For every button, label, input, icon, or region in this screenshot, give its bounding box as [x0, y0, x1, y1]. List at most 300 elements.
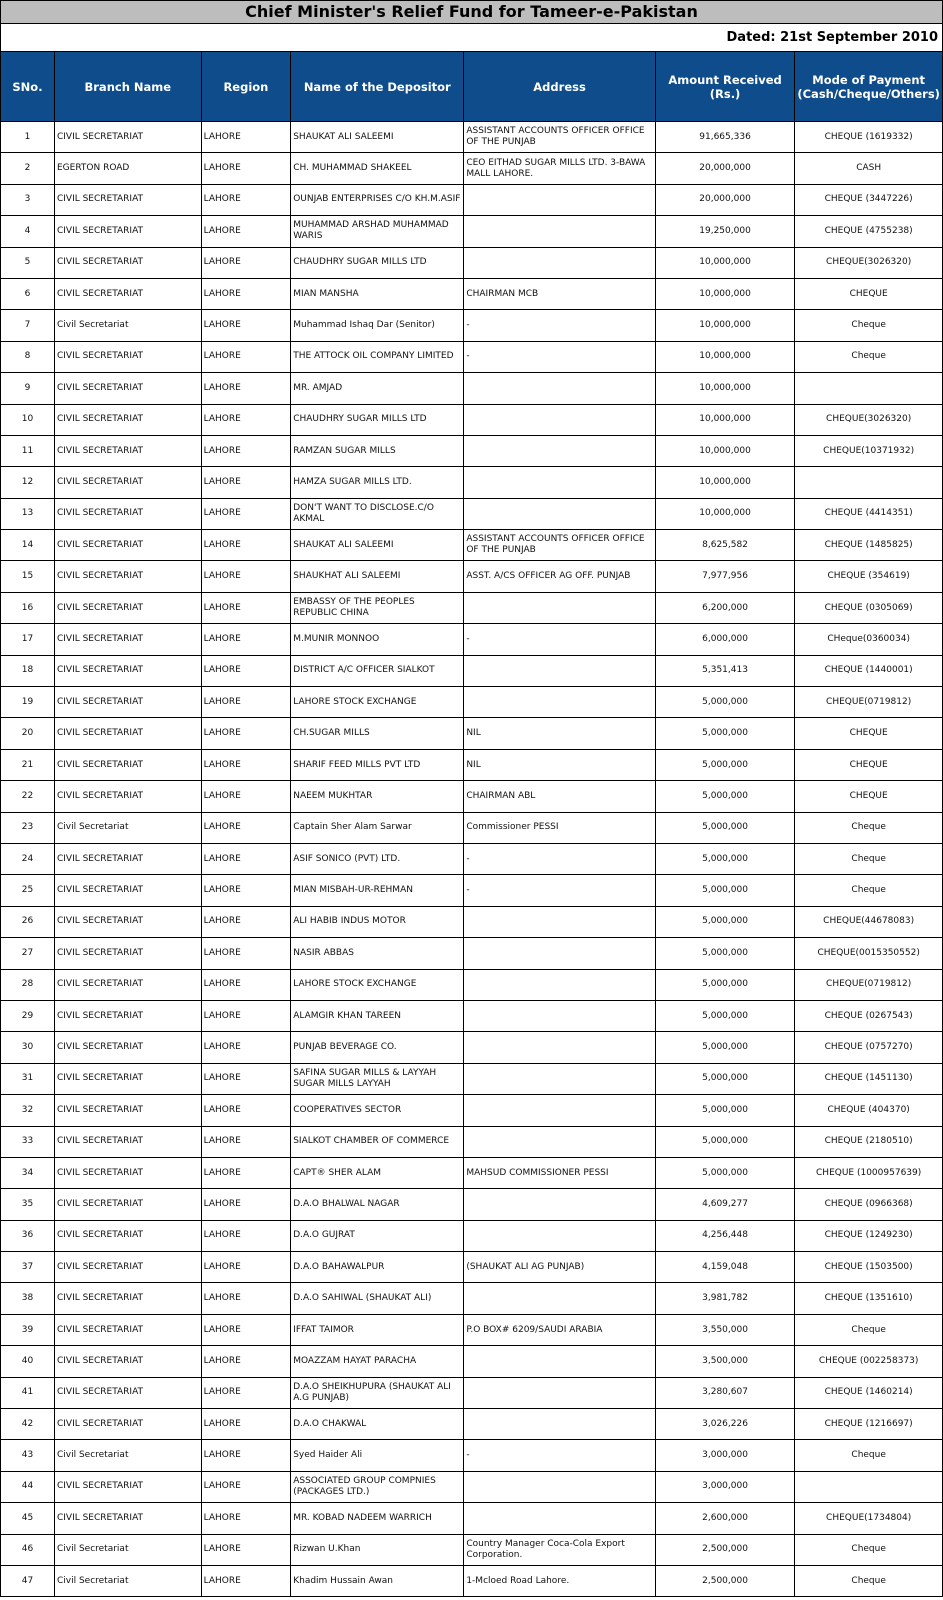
cell-amount-received: 10,000,000	[655, 341, 795, 372]
cell-depositor-name: MIAN MANSHA	[291, 278, 464, 309]
cell-mode-of-payment: CHEQUE (002258373)	[795, 1346, 943, 1377]
cell-amount-received: 10,000,000	[655, 404, 795, 435]
cell-branch-name: CIVIL SECRETARIAT	[54, 498, 201, 529]
table-row	[1, 1440, 943, 1471]
cell-region: LAHORE	[201, 435, 291, 466]
cell-region: LAHORE	[201, 467, 291, 498]
cell-address	[464, 373, 655, 404]
cell-sno: 5	[1, 247, 55, 278]
cell-amount-received: 3,981,782	[655, 1283, 795, 1314]
cell-mode-of-payment: CHEQUE	[795, 781, 943, 812]
cell-sno: 2	[1, 153, 55, 184]
table-row	[1, 247, 943, 278]
table-row	[1, 624, 943, 655]
cell-address	[464, 1377, 655, 1408]
cell-region: LAHORE	[201, 1503, 291, 1534]
cell-sno: 23	[1, 812, 55, 843]
cell-amount-received: 5,000,000	[655, 749, 795, 780]
cell-region: LAHORE	[201, 687, 291, 718]
cell-depositor-name: COOPERATIVES SECTOR	[291, 1095, 464, 1126]
cell-amount-received: 5,000,000	[655, 718, 795, 749]
cell-depositor-name: LAHORE STOCK EXCHANGE	[291, 969, 464, 1000]
cell-amount-received: 3,280,607	[655, 1377, 795, 1408]
cell-branch-name: CIVIL SECRETARIAT	[54, 561, 201, 592]
cell-mode-of-payment: Cheque	[795, 341, 943, 372]
cell-address	[464, 906, 655, 937]
cell-region: LAHORE	[201, 1409, 291, 1440]
cell-address: ASST. A/CS OFFICER AG OFF. PUNJAB	[464, 561, 655, 592]
cell-depositor-name: Captain Sher Alam Sarwar	[291, 812, 464, 843]
cell-sno: 11	[1, 435, 55, 466]
cell-mode-of-payment: CASH	[795, 153, 943, 184]
header-branch-name: Branch Name	[54, 52, 201, 122]
cell-depositor-name: CH.SUGAR MILLS	[291, 718, 464, 749]
cell-address	[464, 1283, 655, 1314]
cell-branch-name: CIVIL SECRETARIAT	[54, 404, 201, 435]
cell-amount-received: 5,000,000	[655, 1126, 795, 1157]
cell-address: -	[464, 624, 655, 655]
cell-address: -	[464, 1440, 655, 1471]
table-row	[1, 1471, 943, 1502]
cell-address	[464, 1409, 655, 1440]
cell-branch-name: CIVIL SECRETARIAT	[54, 435, 201, 466]
cell-mode-of-payment: CHEQUE	[795, 278, 943, 309]
cell-depositor-name: ASIF SONICO (PVT) LTD.	[291, 843, 464, 874]
cell-address	[464, 1189, 655, 1220]
cell-amount-received: 5,000,000	[655, 1000, 795, 1031]
cell-sno: 8	[1, 341, 55, 372]
cell-address	[464, 1503, 655, 1534]
cell-region: LAHORE	[201, 1534, 291, 1565]
cell-amount-received: 19,250,000	[655, 216, 795, 247]
cell-branch-name: CIVIL SECRETARIAT	[54, 1032, 201, 1063]
cell-mode-of-payment: Cheque	[795, 875, 943, 906]
cell-amount-received: 5,000,000	[655, 875, 795, 906]
cell-address: ASSISTANT ACCOUNTS OFFICER OFFICE OF THE PUNJAB	[464, 530, 655, 561]
cell-amount-received: 10,000,000	[655, 373, 795, 404]
cell-mode-of-payment	[795, 1471, 943, 1502]
cell-sno: 1	[1, 122, 55, 153]
cell-region: LAHORE	[201, 498, 291, 529]
cell-address: -	[464, 341, 655, 372]
cell-branch-name: CIVIL SECRETARIAT	[54, 1377, 201, 1408]
table-row	[1, 310, 943, 341]
cell-amount-received: 5,000,000	[655, 1095, 795, 1126]
cell-address	[464, 1126, 655, 1157]
cell-region: LAHORE	[201, 1000, 291, 1031]
cell-amount-received: 2,500,000	[655, 1534, 795, 1565]
cell-depositor-name: MOAZZAM HAYAT PARACHA	[291, 1346, 464, 1377]
cell-branch-name: CIVIL SECRETARIAT	[54, 122, 201, 153]
cell-address: NIL	[464, 749, 655, 780]
cell-depositor-name: MR. KOBAD NADEEM WARRICH	[291, 1503, 464, 1534]
cell-address	[464, 969, 655, 1000]
cell-depositor-name: RAMZAN SUGAR MILLS	[291, 435, 464, 466]
table-row	[1, 1189, 943, 1220]
cell-address: 1-Mcloed Road Lahore.	[464, 1565, 655, 1596]
cell-mode-of-payment: Cheque	[795, 1534, 943, 1565]
cell-amount-received: 10,000,000	[655, 310, 795, 341]
cell-branch-name: CIVIL SECRETARIAT	[54, 687, 201, 718]
cell-address	[464, 184, 655, 215]
cell-mode-of-payment: CHEQUE (2180510)	[795, 1126, 943, 1157]
table-header-row	[1, 52, 943, 122]
cell-sno: 36	[1, 1220, 55, 1251]
cell-depositor-name: CH. MUHAMMAD SHAKEEL	[291, 153, 464, 184]
table-row	[1, 498, 943, 529]
cell-mode-of-payment: CHEQUE (0757270)	[795, 1032, 943, 1063]
cell-depositor-name: NAEEM MUKHTAR	[291, 781, 464, 812]
cell-depositor-name: SIALKOT CHAMBER OF COMMERCE	[291, 1126, 464, 1157]
cell-sno: 32	[1, 1095, 55, 1126]
cell-branch-name: CIVIL SECRETARIAT	[54, 1346, 201, 1377]
cell-depositor-name: HAMZA SUGAR MILLS LTD.	[291, 467, 464, 498]
cell-depositor-name: Muhammad Ishaq Dar (Senitor)	[291, 310, 464, 341]
cell-address: Country Manager Coca-Cola Export Corporation.	[464, 1534, 655, 1565]
table-row	[1, 1126, 943, 1157]
cell-mode-of-payment: CHEQUE	[795, 718, 943, 749]
table-row	[1, 938, 943, 969]
cell-mode-of-payment: CHEQUE (1440001)	[795, 655, 943, 686]
cell-region: LAHORE	[201, 1346, 291, 1377]
cell-sno: 15	[1, 561, 55, 592]
cell-sno: 7	[1, 310, 55, 341]
cell-address	[464, 1000, 655, 1031]
table-row	[1, 655, 943, 686]
cell-branch-name: CIVIL SECRETARIAT	[54, 373, 201, 404]
cell-region: LAHORE	[201, 561, 291, 592]
cell-region: LAHORE	[201, 718, 291, 749]
table-row	[1, 1409, 943, 1440]
cell-mode-of-payment: CHEQUE(10371932)	[795, 435, 943, 466]
cell-depositor-name: EMBASSY OF THE PEOPLES REPUBLIC CHINA	[291, 592, 464, 623]
cell-depositor-name: SHAUKAT ALI SALEEMI	[291, 530, 464, 561]
cell-region: LAHORE	[201, 1220, 291, 1251]
cell-mode-of-payment: CHEQUE (1485825)	[795, 530, 943, 561]
cell-mode-of-payment: CHEQUE (1216697)	[795, 1409, 943, 1440]
cell-sno: 28	[1, 969, 55, 1000]
table-row	[1, 404, 943, 435]
cell-mode-of-payment: CHEQUE(0719812)	[795, 687, 943, 718]
cell-region: LAHORE	[201, 247, 291, 278]
cell-amount-received: 5,000,000	[655, 938, 795, 969]
cell-branch-name: CIVIL SECRETARIAT	[54, 216, 201, 247]
cell-depositor-name: ALAMGIR KHAN TAREEN	[291, 1000, 464, 1031]
cell-depositor-name: SHAUKHAT ALI SALEEMI	[291, 561, 464, 592]
cell-mode-of-payment: CHEQUE(0719812)	[795, 969, 943, 1000]
cell-address: ASSISTANT ACCOUNTS OFFICER OFFICE OF THE PUNJAB	[464, 122, 655, 153]
cell-branch-name: Civil Secretariat	[54, 1565, 201, 1596]
cell-mode-of-payment: CHEQUE (0305069)	[795, 592, 943, 623]
cell-depositor-name: DON'T WANT TO DISCLOSE.C/O AKMAL	[291, 498, 464, 529]
table-row	[1, 1063, 943, 1094]
table-row	[1, 373, 943, 404]
cell-branch-name: CIVIL SECRETARIAT	[54, 184, 201, 215]
header-sno: SNo.	[1, 52, 55, 122]
cell-amount-received: 5,000,000	[655, 1063, 795, 1094]
cell-depositor-name: NASIR ABBAS	[291, 938, 464, 969]
cell-address	[464, 435, 655, 466]
cell-depositor-name: D.A.O SAHIWAL (SHAUKAT ALI)	[291, 1283, 464, 1314]
cell-sno: 40	[1, 1346, 55, 1377]
cell-mode-of-payment	[795, 373, 943, 404]
cell-branch-name: CIVIL SECRETARIAT	[54, 1471, 201, 1502]
cell-region: LAHORE	[201, 812, 291, 843]
cell-depositor-name: THE ATTOCK OIL COMPANY LIMITED	[291, 341, 464, 372]
cell-address	[464, 1095, 655, 1126]
table-row	[1, 1000, 943, 1031]
cell-branch-name: CIVIL SECRETARIAT	[54, 624, 201, 655]
cell-depositor-name: SAFINA SUGAR MILLS & LAYYAH SUGAR MILLS LAYYAH	[291, 1063, 464, 1094]
cell-address: CHAIRMAN ABL	[464, 781, 655, 812]
cell-sno: 35	[1, 1189, 55, 1220]
cell-branch-name: CIVIL SECRETARIAT	[54, 969, 201, 1000]
cell-amount-received: 10,000,000	[655, 498, 795, 529]
cell-mode-of-payment: CHEQUE(0015350552)	[795, 938, 943, 969]
cell-depositor-name: OUNJAB ENTERPRISES C/O KH.M.ASIF	[291, 184, 464, 215]
header-mode-of-payment: Mode of Payment (Cash/Cheque/Others)	[795, 52, 943, 122]
cell-sno: 16	[1, 592, 55, 623]
cell-sno: 14	[1, 530, 55, 561]
table-row	[1, 1346, 943, 1377]
cell-region: LAHORE	[201, 938, 291, 969]
cell-depositor-name: Syed Haider Ali	[291, 1440, 464, 1471]
cell-mode-of-payment: CHEQUE (1503500)	[795, 1252, 943, 1283]
table-row	[1, 1157, 943, 1188]
cell-sno: 47	[1, 1565, 55, 1596]
cell-depositor-name: LAHORE STOCK EXCHANGE	[291, 687, 464, 718]
cell-amount-received: 5,000,000	[655, 812, 795, 843]
table-row	[1, 1032, 943, 1063]
cell-depositor-name: M.MUNIR MONNOO	[291, 624, 464, 655]
cell-branch-name: EGERTON ROAD	[54, 153, 201, 184]
cell-amount-received: 5,351,413	[655, 655, 795, 686]
cell-depositor-name: Khadim Hussain Awan	[291, 1565, 464, 1596]
cell-amount-received: 3,000,000	[655, 1440, 795, 1471]
cell-address: CEO EITHAD SUGAR MILLS LTD. 3-BAWA MALL LAHORE.	[464, 153, 655, 184]
cell-sno: 37	[1, 1252, 55, 1283]
cell-branch-name: CIVIL SECRETARIAT	[54, 592, 201, 623]
cell-mode-of-payment: CHEQUE (354619)	[795, 561, 943, 592]
cell-region: LAHORE	[201, 184, 291, 215]
table-row	[1, 561, 943, 592]
header-region: Region	[201, 52, 291, 122]
cell-depositor-name: MUHAMMAD ARSHAD MUHAMMAD WARIS	[291, 216, 464, 247]
cell-mode-of-payment: Cheque	[795, 310, 943, 341]
cell-depositor-name: D.A.O BHALWAL NAGAR	[291, 1189, 464, 1220]
cell-branch-name: CIVIL SECRETARIAT	[54, 781, 201, 812]
cell-depositor-name: D.A.O GUJRAT	[291, 1220, 464, 1251]
cell-branch-name: CIVIL SECRETARIAT	[54, 1252, 201, 1283]
cell-depositor-name: MR. AMJAD	[291, 373, 464, 404]
cell-address	[464, 1346, 655, 1377]
table-row	[1, 184, 943, 215]
cell-amount-received: 8,625,582	[655, 530, 795, 561]
cell-branch-name: Civil Secretariat	[54, 1440, 201, 1471]
cell-region: LAHORE	[201, 1063, 291, 1094]
cell-mode-of-payment: CHEQUE	[795, 749, 943, 780]
cell-branch-name: CIVIL SECRETARIAT	[54, 1220, 201, 1251]
cell-branch-name: CIVIL SECRETARIAT	[54, 1157, 201, 1188]
table-row	[1, 969, 943, 1000]
table-row	[1, 435, 943, 466]
cell-mode-of-payment: CHEQUE (1619332)	[795, 122, 943, 153]
cell-sno: 31	[1, 1063, 55, 1094]
cell-sno: 41	[1, 1377, 55, 1408]
cell-amount-received: 10,000,000	[655, 247, 795, 278]
cell-sno: 25	[1, 875, 55, 906]
table-row	[1, 812, 943, 843]
cell-sno: 45	[1, 1503, 55, 1534]
cell-amount-received: 7,977,956	[655, 561, 795, 592]
cell-region: LAHORE	[201, 1283, 291, 1314]
cell-amount-received: 6,000,000	[655, 624, 795, 655]
cell-address	[464, 216, 655, 247]
cell-sno: 43	[1, 1440, 55, 1471]
table-row	[1, 875, 943, 906]
table-row	[1, 467, 943, 498]
cell-depositor-name: DISTRICT A/C OFFICER SIALKOT	[291, 655, 464, 686]
relief-fund-table	[0, 51, 943, 1597]
cell-region: LAHORE	[201, 655, 291, 686]
cell-branch-name: CIVIL SECRETARIAT	[54, 1283, 201, 1314]
cell-branch-name: CIVIL SECRETARIAT	[54, 1503, 201, 1534]
cell-region: LAHORE	[201, 843, 291, 874]
cell-region: LAHORE	[201, 781, 291, 812]
cell-address: Commissioner PESSI	[464, 812, 655, 843]
cell-region: LAHORE	[201, 1032, 291, 1063]
cell-branch-name: CIVIL SECRETARIAT	[54, 1095, 201, 1126]
cell-amount-received: 20,000,000	[655, 153, 795, 184]
table-body	[1, 122, 943, 1597]
cell-address: (SHAUKAT ALI AG PUNJAB)	[464, 1252, 655, 1283]
cell-sno: 21	[1, 749, 55, 780]
cell-branch-name: CIVIL SECRETARIAT	[54, 1000, 201, 1031]
cell-amount-received: 6,200,000	[655, 592, 795, 623]
cell-region: LAHORE	[201, 153, 291, 184]
cell-branch-name: CIVIL SECRETARIAT	[54, 1126, 201, 1157]
cell-address	[464, 247, 655, 278]
cell-region: LAHORE	[201, 404, 291, 435]
cell-region: LAHORE	[201, 1471, 291, 1502]
cell-address	[464, 687, 655, 718]
table-row	[1, 341, 943, 372]
cell-mode-of-payment: Cheque	[795, 1565, 943, 1596]
cell-branch-name: CIVIL SECRETARIAT	[54, 1409, 201, 1440]
cell-region: LAHORE	[201, 1095, 291, 1126]
cell-address: NIL	[464, 718, 655, 749]
cell-mode-of-payment: Cheque	[795, 843, 943, 874]
cell-region: LAHORE	[201, 530, 291, 561]
cell-amount-received: 5,000,000	[655, 906, 795, 937]
cell-amount-received: 3,026,226	[655, 1409, 795, 1440]
cell-amount-received: 3,500,000	[655, 1346, 795, 1377]
cell-sno: 9	[1, 373, 55, 404]
cell-sno: 22	[1, 781, 55, 812]
cell-branch-name: CIVIL SECRETARIAT	[54, 247, 201, 278]
table-row	[1, 1377, 943, 1408]
cell-region: LAHORE	[201, 216, 291, 247]
cell-sno: 20	[1, 718, 55, 749]
cell-depositor-name: CHAUDHRY SUGAR MILLS LTD	[291, 247, 464, 278]
cell-address	[464, 1471, 655, 1502]
cell-address: -	[464, 843, 655, 874]
cell-region: LAHORE	[201, 1157, 291, 1188]
cell-address: -	[464, 310, 655, 341]
cell-mode-of-payment: CHEQUE (1351610)	[795, 1283, 943, 1314]
cell-region: LAHORE	[201, 1440, 291, 1471]
date-line: Dated: 21st September 2010	[0, 24, 943, 51]
cell-sno: 24	[1, 843, 55, 874]
table-row	[1, 718, 943, 749]
document-title: Chief Minister's Relief Fund for Tameer-e-Pakistan	[0, 0, 943, 24]
cell-branch-name: CIVIL SECRETARIAT	[54, 875, 201, 906]
table-row	[1, 1252, 943, 1283]
cell-depositor-name: Rizwan U.Khan	[291, 1534, 464, 1565]
cell-sno: 30	[1, 1032, 55, 1063]
cell-region: LAHORE	[201, 906, 291, 937]
cell-depositor-name: IFFAT TAIMOR	[291, 1314, 464, 1345]
cell-sno: 18	[1, 655, 55, 686]
cell-region: LAHORE	[201, 1126, 291, 1157]
cell-depositor-name: D.A.O CHAKWAL	[291, 1409, 464, 1440]
cell-branch-name: CIVIL SECRETARIAT	[54, 1189, 201, 1220]
cell-depositor-name: D.A.O SHEIKHUPURA (SHAUKAT ALI A.G PUNJAB)	[291, 1377, 464, 1408]
table-row	[1, 1503, 943, 1534]
cell-amount-received: 4,256,448	[655, 1220, 795, 1251]
table-row	[1, 1283, 943, 1314]
cell-amount-received: 5,000,000	[655, 687, 795, 718]
table-row	[1, 530, 943, 561]
cell-region: LAHORE	[201, 278, 291, 309]
cell-region: LAHORE	[201, 1314, 291, 1345]
cell-mode-of-payment: CHEQUE (1000957639)	[795, 1157, 943, 1188]
cell-branch-name: Civil Secretariat	[54, 1534, 201, 1565]
header-address: Address	[464, 52, 655, 122]
cell-mode-of-payment	[795, 467, 943, 498]
cell-region: LAHORE	[201, 310, 291, 341]
table-row	[1, 781, 943, 812]
cell-sno: 6	[1, 278, 55, 309]
cell-amount-received: 5,000,000	[655, 969, 795, 1000]
cell-sno: 12	[1, 467, 55, 498]
cell-address	[464, 498, 655, 529]
table-row	[1, 122, 943, 153]
table-row	[1, 278, 943, 309]
cell-amount-received: 10,000,000	[655, 467, 795, 498]
table-row	[1, 592, 943, 623]
cell-mode-of-payment: Cheque	[795, 812, 943, 843]
cell-region: LAHORE	[201, 122, 291, 153]
cell-mode-of-payment: CHEQUE (3447226)	[795, 184, 943, 215]
table-row	[1, 216, 943, 247]
cell-address: -	[464, 875, 655, 906]
cell-mode-of-payment: CHEQUE (4755238)	[795, 216, 943, 247]
cell-sno: 33	[1, 1126, 55, 1157]
cell-sno: 26	[1, 906, 55, 937]
cell-branch-name: CIVIL SECRETARIAT	[54, 278, 201, 309]
cell-depositor-name: MIAN MISBAH-UR-REHMAN	[291, 875, 464, 906]
cell-depositor-name: PUNJAB BEVERAGE CO.	[291, 1032, 464, 1063]
cell-branch-name: CIVIL SECRETARIAT	[54, 1314, 201, 1345]
cell-branch-name: CIVIL SECRETARIAT	[54, 655, 201, 686]
cell-sno: 38	[1, 1283, 55, 1314]
cell-branch-name: CIVIL SECRETARIAT	[54, 718, 201, 749]
cell-branch-name: Civil Secretariat	[54, 310, 201, 341]
cell-address	[464, 592, 655, 623]
table-row	[1, 1534, 943, 1565]
cell-amount-received: 5,000,000	[655, 1157, 795, 1188]
